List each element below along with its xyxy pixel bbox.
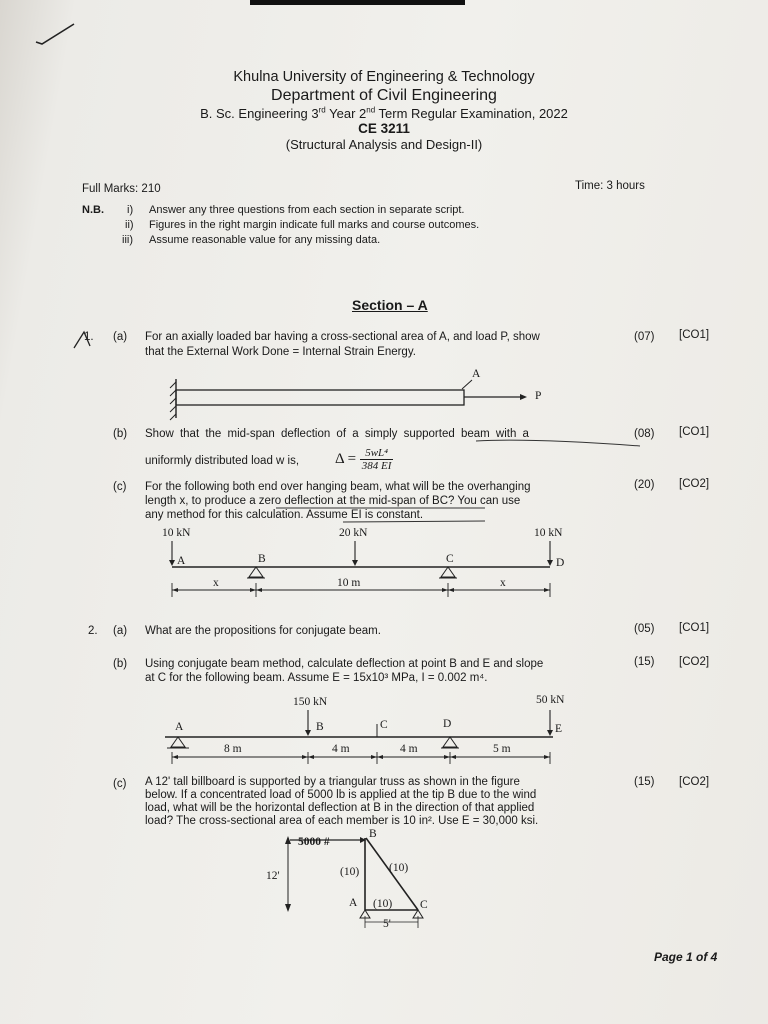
member-area-label: (10) xyxy=(373,898,393,910)
point-label: B xyxy=(369,828,377,840)
note-number: iii) xyxy=(122,234,133,246)
point-label: B xyxy=(258,553,266,565)
dimension-label: x xyxy=(500,577,506,589)
question-text: A 12' tall billboard is supported by a triangular truss as shown in the figure xyxy=(145,776,520,788)
dimension-label: x xyxy=(213,577,219,589)
page-number: Page 1 of 4 xyxy=(654,950,718,964)
load-label: 150 kN xyxy=(293,696,328,708)
question-text: load? The cross-sectional area of each member is 10 in². Use E = 30,000 ksi. xyxy=(145,815,539,827)
dimension-label: 5 m xyxy=(493,743,511,755)
part-label: (b) xyxy=(113,658,128,670)
formula-denominator: 384 EI xyxy=(361,460,392,472)
section-heading: Section – A xyxy=(352,297,428,313)
fig-label-a: A xyxy=(472,368,481,380)
point-label: A xyxy=(177,555,186,567)
course-code: CE 3211 xyxy=(358,121,410,136)
course-outcome: [CO2] xyxy=(679,776,710,788)
question-text: Using conjugate beam method, calculate deflection at point B and E and slope xyxy=(145,658,544,670)
question-text: For the following both end over hanging beam, what will be the overhanging xyxy=(145,481,531,493)
nb-label: N.B. xyxy=(82,204,104,216)
exam-title: B. Sc. Engineering 3rd Year 2nd Term Regular Examination, 2022 xyxy=(200,105,568,121)
course-outcome: [CO1] xyxy=(679,329,710,341)
note-number: i) xyxy=(127,204,134,216)
dimension-label: 8 m xyxy=(224,743,242,755)
question-text: any method for this calculation. Assume EI is constant. xyxy=(145,509,424,521)
course-outcome: [CO1] xyxy=(679,622,710,634)
fig-label-p: P xyxy=(535,390,542,402)
height-label: 12' xyxy=(266,870,280,882)
university-name: Khulna University of Engineering & Technology xyxy=(233,69,535,85)
part-label: (a) xyxy=(113,625,128,637)
base-label: 5' xyxy=(383,918,391,930)
point-label: C xyxy=(446,553,454,565)
member-area-label: (10) xyxy=(389,862,409,874)
course-outcome: [CO2] xyxy=(679,478,710,490)
part-label: (a) xyxy=(113,331,128,343)
point-label: A xyxy=(349,897,358,909)
note-number: ii) xyxy=(125,219,134,231)
point-label: C xyxy=(420,899,428,911)
point-label: E xyxy=(555,723,563,735)
marks: (20) xyxy=(634,479,655,491)
formula-lhs: Δ = xyxy=(335,450,357,467)
part-label: (c) xyxy=(113,778,127,790)
marks: (07) xyxy=(634,331,655,343)
course-title: (Structural Analysis and Design-II) xyxy=(285,137,483,152)
dimension-label: 10 m xyxy=(337,577,361,589)
marks: (15) xyxy=(634,656,655,668)
question-text: load, what will be the horizontal deflection at B in the direction of that applied xyxy=(145,802,535,814)
question-text: Show that the mid-span deflection of a simply supported beam with a xyxy=(145,428,529,440)
question-text: uniformly distributed load w is, xyxy=(145,455,300,467)
marks: (15) xyxy=(634,776,655,788)
question-number: 2. xyxy=(88,625,98,637)
course-outcome: [CO1] xyxy=(679,426,710,438)
load-label: 5000 # xyxy=(298,836,330,848)
question-text: at C for the following beam. Assume E = 15x10³ MPa, I = 0.002 m⁴. xyxy=(145,672,488,684)
point-label: A xyxy=(175,721,184,733)
note-text: Figures in the right margin indicate full marks and course outcomes. xyxy=(149,219,480,231)
dimension-label: 4 m xyxy=(332,743,350,755)
note-text: Answer any three questions from each section in separate script. xyxy=(149,204,465,216)
department-name: Department of Civil Engineering xyxy=(271,87,497,104)
load-label: 10 kN xyxy=(162,527,191,539)
point-label: B xyxy=(316,721,324,733)
question-text: For an axially loaded bar having a cross-sectional area of A, and load P, show xyxy=(145,331,540,343)
part-label: (b) xyxy=(113,428,128,440)
full-marks: Full Marks: 210 xyxy=(82,183,161,195)
member-area-label: (10) xyxy=(340,866,360,878)
exam-time: Time: 3 hours xyxy=(575,180,645,192)
question-number: 1. xyxy=(84,331,94,343)
point-label: D xyxy=(556,557,565,569)
load-label: 20 kN xyxy=(339,527,368,539)
marks: (08) xyxy=(634,428,655,440)
point-label: D xyxy=(443,718,452,730)
question-text: What are the propositions for conjugate beam. xyxy=(145,625,381,637)
course-outcome: [CO2] xyxy=(679,656,710,668)
question-text: that the External Work Done = Internal Strain Energy. xyxy=(145,346,416,358)
load-label: 50 kN xyxy=(536,694,565,706)
dimension-label: 4 m xyxy=(400,743,418,755)
question-text: length x, to produce a zero deflection at the mid-span of BC? You can use xyxy=(145,495,521,507)
point-label: C xyxy=(380,719,388,731)
formula-numerator: 5wL⁴ xyxy=(360,447,394,460)
note-text: Assume reasonable value for any missing data. xyxy=(149,234,381,246)
load-label: 10 kN xyxy=(534,527,563,539)
marks: (05) xyxy=(634,623,655,635)
part-label: (c) xyxy=(113,481,127,493)
question-text: below. If a concentrated load of 5000 lb is applied at the tip B due to the wind xyxy=(145,789,537,801)
